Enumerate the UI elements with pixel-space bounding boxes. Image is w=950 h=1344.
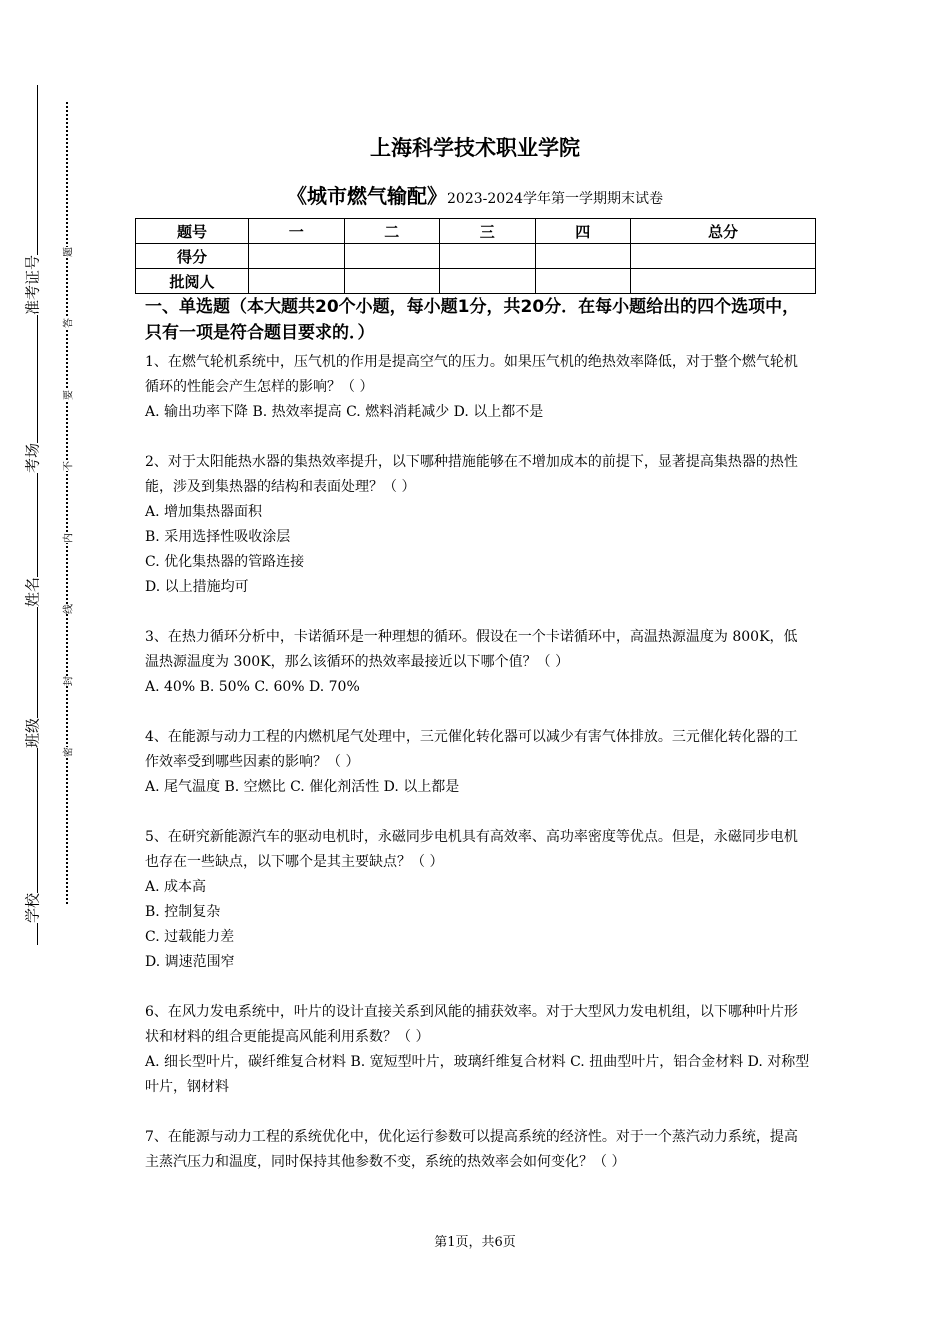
seal-char: 封	[59, 676, 76, 686]
question-7	[145, 1125, 810, 1175]
field-exam-number: 准考证号	[20, 255, 45, 315]
question-options: A. 细长型叶片，碳纤维复合材料 B. 宽短型叶片，玻璃纤维复合材料 C. 扭曲型叶片，铝合金材料 D. 对称型叶片，钢材料	[145, 1054, 810, 1095]
question-2	[145, 450, 810, 600]
question-stem: 6、在风力发电系统中，叶片的设计直接关系到风能的捕获效率。对于大型风力发电机组，以下哪种叶片形状和材料的组合更能提高风能利用系数？（ ）	[145, 1004, 798, 1045]
field-name: 姓名	[20, 577, 45, 607]
score-cell	[535, 244, 631, 269]
question-stem: 3、在热力循环分析中，卡诺循环是一种理想的循环。假设在一个卡诺循环中，高温热源温度为 800K，低温热源温度为 300K，那么该循环的热效率最接近以下哪个值？（ ）	[145, 629, 798, 670]
option-d: D. 调速范围窄	[145, 954, 235, 970]
question-5	[145, 825, 810, 975]
question-options: A. 尾气温度 B. 空燃比 C. 催化剂活性 D. 以上都是	[145, 779, 460, 795]
score-cell	[249, 269, 345, 294]
grader-row-label: 批阅人	[136, 269, 249, 294]
score-cell	[631, 269, 816, 294]
score-cell	[344, 269, 440, 294]
question-options: A. 输出功率下降 B. 热效率提高 C. 燃料消耗减少 D. 以上都不是	[145, 404, 544, 420]
score-col-header: 题号	[136, 219, 249, 244]
option-b: B. 采用选择性吸收涂层	[145, 529, 291, 545]
option-b: B. 控制复杂	[145, 904, 221, 920]
field-school: 学校	[20, 893, 45, 923]
question-stem: 4、在能源与动力工程的内燃机尾气处理中，三元催化转化器可以减少有害气体排放。三元催化转化器的工作效率受到哪些因素的影响？（ ）	[145, 729, 798, 770]
question-stem: 5、在研究新能源汽车的驱动电机时，永磁同步电机具有高效率、高功率密度等优点。但是，永磁同步电机也存在一些缺点，以下哪个是其主要缺点？（ ）	[145, 829, 798, 870]
page-number: 第1页，共6页	[434, 1235, 516, 1250]
score-table-header-row	[136, 219, 816, 244]
question-3	[145, 625, 810, 700]
binding-solid-line	[37, 85, 38, 945]
question-stem: 7、在能源与动力工程的系统优化中，优化运行参数可以提高系统的经济性。对于一个蒸汽动力系统，提高主蒸汽压力和温度，同时保持其他参数不变，系统的热效率会如何变化？（ ）	[145, 1129, 798, 1170]
seal-char: 答	[59, 318, 76, 328]
seal-char: 要	[59, 390, 76, 400]
score-cell	[440, 244, 536, 269]
seal-char: 不	[59, 461, 76, 471]
question-1	[145, 350, 810, 425]
option-c: C. 过载能力差	[145, 929, 235, 945]
field-class: 班级	[20, 718, 45, 748]
seal-char: 题	[59, 247, 76, 257]
score-row	[136, 244, 816, 269]
option-d: D. 以上措施均可	[145, 579, 249, 595]
score-col-header: 三	[440, 219, 536, 244]
seal-char: 内	[59, 533, 76, 543]
score-col-header: 一	[249, 219, 345, 244]
score-col-header: 总分	[631, 219, 816, 244]
exam-title	[0, 180, 950, 209]
question-stem: 2、对于太阳能热水器的集热效率提升，以下哪种措施能够在不增加成本的前提下，显著提高集热器的热性能，涉及到集热器的结构和表面处理？（ ）	[145, 454, 798, 495]
question-6	[145, 1000, 810, 1100]
binding-dotted-line	[66, 102, 68, 904]
option-a: A. 增加集热器面积	[145, 504, 263, 520]
grader-row	[136, 269, 816, 294]
score-cell	[535, 269, 631, 294]
score-cell	[631, 244, 816, 269]
question-options: A. 40% B. 50% C. 60% D. 70%	[145, 679, 360, 695]
field-exam-room: 考场	[20, 443, 45, 473]
seal-char: 密	[59, 747, 76, 757]
school-name: 上海科学技术职业学院	[370, 136, 580, 160]
score-cell	[440, 269, 536, 294]
seal-char: 线	[59, 604, 76, 614]
question-section	[145, 294, 810, 1200]
exam-term: 2023-2024学年第一学期期末试卷	[447, 191, 663, 207]
option-c: C. 优化集热器的管路连接	[145, 554, 305, 570]
option-a: A. 成本高	[145, 879, 207, 895]
score-cell	[344, 244, 440, 269]
section-heading: 一、单选题（本大题共20个小题，每小题1分，共20分．在每小题给出的四个选项中，只有一项是符合题目要求的．）	[145, 297, 800, 343]
question-4	[145, 725, 810, 800]
score-table	[135, 218, 816, 294]
score-cell	[249, 244, 345, 269]
course-name: 《城市燃气输配》	[287, 184, 447, 208]
score-col-header: 二	[344, 219, 440, 244]
question-stem: 1、在燃气轮机系统中，压气机的作用是提高空气的压力。如果压气机的绝热效率降低，对于整个燃气轮机循环的性能会产生怎样的影响？（ ）	[145, 354, 798, 395]
score-row-label: 得分	[136, 244, 249, 269]
score-col-header: 四	[535, 219, 631, 244]
